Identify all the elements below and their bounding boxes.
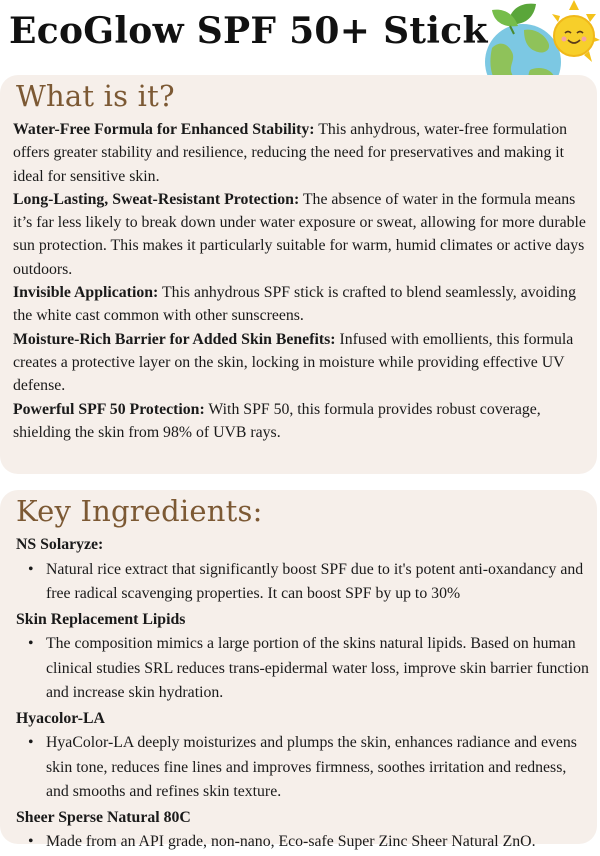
benefit-paragraph	[13, 398, 591, 445]
ingredient-name: Skin Replacement Lipids	[16, 610, 186, 628]
page-title: EcoGlow SPF 50+ Stick	[9, 10, 488, 52]
ingredient-description: • The composition mimics a large portion of the skins natural lipids. Based on human clinical studies SRL reduces trans-epidermal water loss, improve skin barrier function and increase skin hydration.	[16, 632, 591, 706]
key-ingredients-card	[0, 490, 597, 850]
ingredients-list	[16, 533, 591, 856]
benefit-text: Infused with emollients, this formula creates a protective layer on the skin, locking in moisture while providing effective UV defense.	[13, 330, 574, 395]
what-is-it-body	[13, 118, 591, 444]
benefit-text: The absence of water in the formula means it’s far less likely to break down under water exposure or sweat, allowing for more durable sun protection. This makes it particularly suitable for warm, humid climates or active days outdoors.	[13, 190, 586, 278]
benefit-paragraph	[13, 281, 591, 328]
ingredient-description: • Made from an API grade, non-nano, Eco-safe Super Zinc Sheer Natural ZnO.	[16, 830, 591, 855]
benefit-paragraph	[13, 188, 591, 281]
key-ingredients-heading: Key Ingredients:	[16, 494, 263, 528]
ingredient-name: Hyacolor-LA	[16, 709, 105, 727]
benefit-text: This anhydrous SPF stick is crafted to blend seamlessly, avoiding the white cast common with other sunscreens.	[13, 284, 576, 325]
benefit-lead: Moisture-Rich Barrier for Added Skin Benefits:	[13, 330, 336, 348]
benefit-text: This anhydrous, water-free formulation offers greater stability and resilience, reducing the need for preservatives and making it ideal for sensitive skin.	[13, 121, 568, 185]
what-is-it-card	[0, 75, 597, 474]
benefit-paragraph	[13, 328, 591, 398]
benefit-lead: Long-Lasting, Sweat-Resistant Protection:	[13, 190, 300, 208]
benefit-paragraph	[13, 118, 591, 188]
benefit-lead: Water-Free Formula for Enhanced Stability:	[13, 121, 315, 138]
what-is-it-heading: What is it?	[16, 79, 175, 113]
ingredient-name: Sheer Sperse Natural 80C	[16, 808, 191, 826]
benefit-lead: Invisible Application:	[13, 284, 159, 302]
ingredient-description: • Natural rice extract that significantly boost SPF due to it's potent anti-oxandancy and free radical scavenging properties. It can boost SPF by up to 30%	[16, 558, 591, 607]
ingredient-name: NS Solaryze:	[16, 536, 104, 553]
benefit-lead: Powerful SPF 50 Protection:	[13, 400, 205, 418]
benefit-text: With SPF 50, this formula provides robust coverage, shielding the skin from 98% of UVB rays.	[13, 400, 541, 441]
ingredient-description: • HyaColor-LA deeply moisturizes and plumps the skin, enhances radiance and evens skin tone, reduces fine lines and improves firmness, soothes irritation and redness, and smooths and refines skin texture.	[16, 731, 591, 805]
